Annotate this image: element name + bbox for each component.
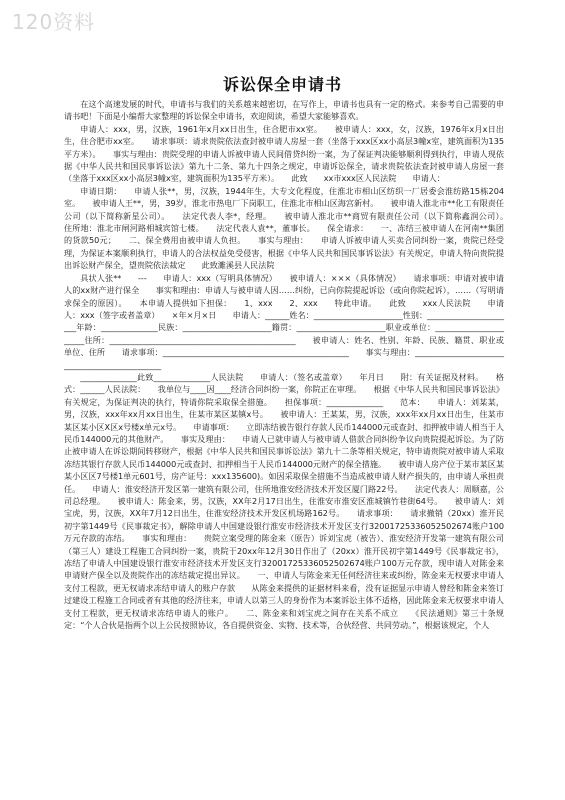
- paragraph-sample-1: 申请人：xxx，男，汉族，1961年x月xx日出生，住合肥市xx室。 被申请人：xxx，女，汉族，1976年x月x日出生，住合肥市xx室。 请求事项：请求贵院依法查封被申请人房屋一套（坐落于xxx区xx小高层3幢x室，建筑面积为135平方米）。 事实与理由：贵院受理的申请人诉被申请人民间借贷纠纷一案，为了保证判决能够顺利得到执行，申请人现依据《中华人民共和国民事诉讼法》第九十二条、第九十四条之规定，申请诉讼保全，请求贵院依法查封被申请人房屋一套（坐落于xxx区xx小高层3幢x室，建筑面积为135平方米）。 此致 xx市xxx区人民法院 申请人：: [64, 123, 504, 184]
- paragraph-sample-2: 申请日期： 申请人张**，男，汉族，1944年生，大专文化程度，住淮北市相山区纺织一厂居委会淮纺路15栋204室。 被申请人王**，男，39岁，淮北市热电厂下岗职工，住淮北市相山区海宫新村。 被申请人淮北市**化工有限责任公司（以下简称新星公司）。 法定代表人李*，经理。 被申请人淮北市**商贸有限责任公司（以下简称鑫润公司）。 住所地：淮北市闸河路相城宾馆七楼。 法定代表人袁**，董事长。 保全请求： 一、冻结三被申请人在河南**集团的货款50元； 二、保全费用由被申请人负担。 事实与理由： 申请人诉被申请人买卖合同纠纷一案，贵院已经受理，为保证本案顺利执行，申请人的合法权益免受侵害，根据《中华人民共和国民事诉讼法》有关规定，申请人特向贵院提出诉讼财产保全，望贵院依法裁定 此致濉溪县人民法院: [64, 185, 521, 271]
- document-title: 诉讼保全申请书: [222, 75, 342, 94]
- watermark: 120资料: [12, 10, 96, 34]
- paragraph-intro: 在这个高速发展的时代，申请书与我们的关系越来越密切，在写作上，申请书也具有一定的格式。来参考自己需要的申请书吧！下面是小编帮大家整理的诉讼保全申请书，欢迎阅读，希望大家能够喜欢。: [64, 99, 504, 122]
- paragraph-sample-3: 具状人张** --- 申请人：xxx（写明具体情况） 被申请人：×××（具体情况） 请求事项：申请对被申请人的xx财产进行保全 事实和理由：申请人与被申请人因……纠纷，已向你院提起诉讼（或向你院起诉），……（写明请求保全的原因）。 本申请人提供如下担保： 1、xxx 2、xxx 特此申请。 此致 xxx人民法院 申请人：xxx（签字或者盖章） ×年×月×日 申请人：______姓名：______________________性别：______________________年龄：______________民族：______________________籍贯：______________________职业或单位：______________________住所：______________________________________________ 被申请人：姓名、性别、年龄、民族、籍贯、职业或单位、住所 请求事项：______________________________________________ 事实与理由：______________________________________________: [64, 272, 504, 370]
- document-body: [64, 98, 521, 788]
- paragraph-sample-4: ______________此致______________人民法院 申请人：（签名或盖章） 年月日 附：有关证据及材料。 格式：______人民法院： 我单位与____因____经济合同纠纷一案，你院正在审理。 根据《中华人民共和国民事诉讼法》有关规定，为保证判决的执行，特请你院采取保全措施。 担保事项：______________ 范本： 申请人：刘某某，男，汉族，xxx年xx月xx日出生，住某市某区某镇x号。 被申请人：王某某，男，汉族，xxx年xx月xx日出生，住某市某区某小区X区x号楼x单元x号。 申请事项： 立即冻结被告银行存款人民币144000元或查封、扣押被申请人相当于人民币144000元的其他财产。 事实及理由： 申请人已就申请人与被申请人借款合同纠纷争议向贵院提起诉讼。为了防止被申请人在诉讼期间转移财产，根据《中华人民共和国民事诉讼法》第九十二条等相关规定，特申请贵院对被申请人采取冻结其银行存款人民币144000元或查封、扣押相当于人民币144000元财产的保全措施。 被申请人房产位于某市某区某某小区区7号楼1单元601号，房产证号：xxx135600)。如因采取保全措施不当造成被申请人财产损失的，由申请人承担责任。 申请人：淮安经济开发区第一建筑有限公司，住所地淮安经济技术开发区厦门路22号。 法定代表人：周顺嘉，公司总经理。 被申请人：陈金来，男，汉族，XX年2月17日出生，住淮安市淮安区淮城镇竹巷街64号。 被申请人：刘宝虎，男，汉族，XX年7月12日出生，住淮安经济技术开发区机场路162号。 请求事项： 请求撤销（20xx）淮开民初字第1449号《民事裁定书》，解除申请人中国建设银行淮安市经济技术开发区支行32001725336052502674账户100万元存款的冻结。 事实和理由： 贵院立案受理的陈金来（原告）诉刘宝虎（被告）、淮安经济开发第一建筑有限公司（第三人）建设工程施工合同纠纷一案，贵院于20xx年12月30日作出了（20xx）淮开民初字第1449号《民事裁定书》，冻结了申请人中国建设银行淮安市经济技术开发区支行32001725336052502674账户100万元存款，现申请人对陈金来申请财产保全以及贵院作出的冻结裁定提出异议。 一、申请人与陈金来无任何经济往来或纠纷，陈金来无权要求申请人支付工程款，更无权请求冻结申请人的账户存款 从陈金来提供的证据材料来看，没有证据显示申请人曾经和陈金来签订过建设工程施工合同或者有其他的经济往来，申请人以第三人的身份作为本案诉讼主体不适格，因此陈金来无权要求申请人支付工程款，更无权请求冻结申请人的账户。 二、陈金来和刘宝虎之间存在关系不成立 《民法通则》第三十条规定：“个人合伙是指两个以上公民按照协议，各自提供资金、实物、技术等，合伙经营、共同劳动。”，根据该规定，个人: [64, 371, 504, 631]
